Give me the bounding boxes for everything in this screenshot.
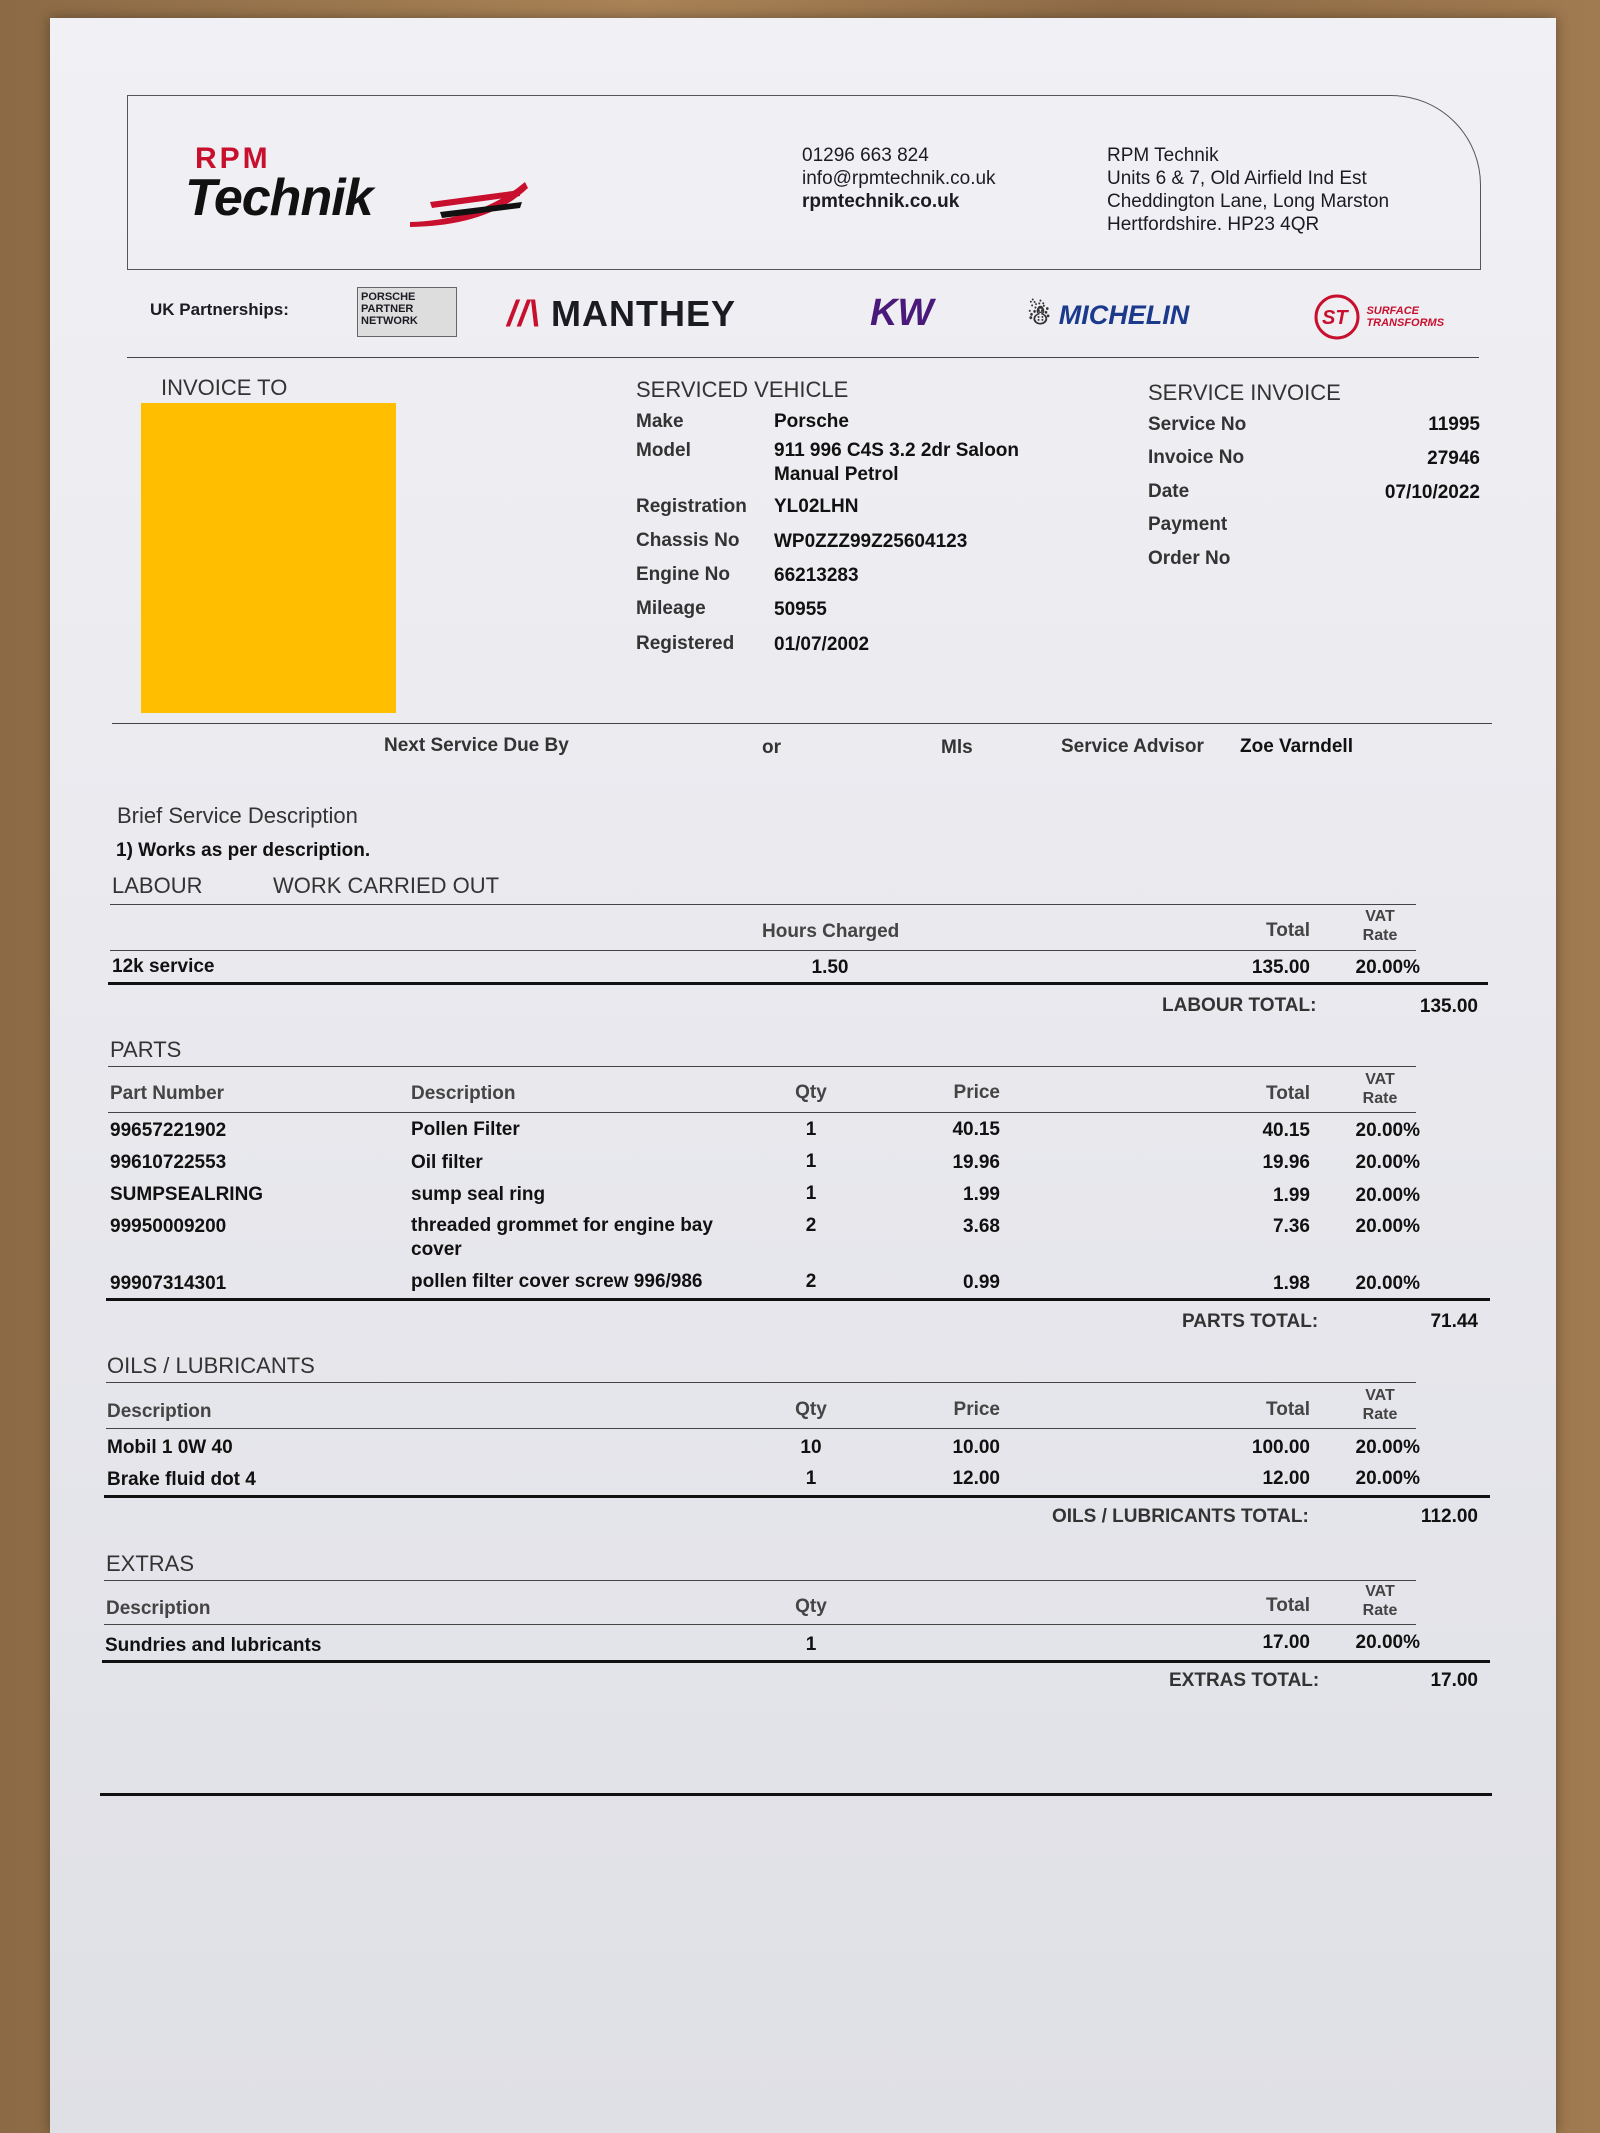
part-qty: 1	[805, 1119, 817, 1140]
part-number: 99657221902	[110, 1120, 227, 1141]
vehicle-value: WP0ZZZ99Z25604123	[774, 531, 968, 552]
porsche-logo-line: PARTNER	[361, 303, 414, 315]
vehicle-label: Model	[636, 440, 691, 461]
parts-total-value: 71.44	[1430, 1311, 1478, 1332]
labour-hours: 1.50	[811, 957, 849, 978]
table-rule	[102, 1660, 1490, 1663]
invoice-to-title: INVOICE TO	[161, 375, 288, 400]
extra-total: 17.00	[1262, 1632, 1310, 1653]
part-price: 3.68	[963, 1216, 1000, 1237]
part-qty: 1	[805, 1151, 817, 1172]
labour-total-label: LABOUR TOTAL:	[1162, 995, 1317, 1016]
description-header: Description	[107, 1401, 212, 1422]
part-qty: 2	[805, 1271, 817, 1292]
table-rule	[104, 1580, 1416, 1581]
address-block	[1107, 144, 1389, 236]
part-price: 40.15	[952, 1119, 1000, 1140]
part-price: 19.96	[952, 1152, 1000, 1173]
kw-logo: KW	[870, 292, 934, 334]
description-header: Description	[106, 1598, 211, 1619]
vat-rate-header: VAT Rate	[1362, 1583, 1398, 1619]
michelin-logo	[1027, 300, 1189, 331]
hours-header: Hours Charged	[762, 921, 900, 942]
manthey-logo	[507, 293, 736, 335]
address-line: Units 6 & 7, Old Airfield Ind Est	[1107, 168, 1367, 189]
part-desc: sump seal ring	[411, 1184, 546, 1205]
svg-text:ST: ST	[1322, 307, 1348, 329]
invoice-label: Payment	[1148, 514, 1228, 535]
bibendum-icon: ☃	[1027, 300, 1052, 330]
brief-text: 1) Works as per description.	[116, 840, 371, 861]
partnerships-label: UK Partnerships:	[150, 300, 289, 319]
total-header: Total	[1266, 1595, 1310, 1616]
address-line: RPM Technik	[1107, 145, 1219, 166]
website-text: rpmtechnik.co.uk	[802, 191, 960, 212]
part-total: 1.98	[1273, 1273, 1310, 1294]
part-vat: 20.00%	[1355, 1152, 1420, 1173]
oil-qty: 10	[800, 1437, 822, 1458]
part-number: SUMPSEALRING	[110, 1184, 264, 1205]
st-text-line: SURFACE	[1366, 305, 1420, 317]
vehicle-value: Porsche	[774, 411, 849, 432]
redacted-address-block	[141, 403, 396, 713]
invoice-value: 11995	[1428, 414, 1480, 435]
vehicle-value: Manual Petrol	[774, 464, 899, 485]
oil-price: 12.00	[952, 1468, 1000, 1489]
part-qty: 2	[805, 1215, 817, 1236]
total-header: Total	[1266, 1399, 1310, 1420]
labour-total-value: 135.00	[1419, 996, 1478, 1017]
table-rule	[104, 1624, 1416, 1625]
part-total: 40.15	[1262, 1120, 1310, 1141]
mls-label: Mls	[941, 737, 973, 758]
vehicle-label: Engine No	[636, 564, 730, 585]
labour-desc: 12k service	[112, 956, 215, 977]
surface-transforms-logo	[1312, 292, 1444, 342]
extra-qty: 1	[805, 1634, 817, 1655]
vehicle-value: 911 996 C4S 3.2 2dr Saloon	[774, 440, 1020, 461]
invoice-label: Date	[1148, 481, 1190, 502]
or-label: or	[762, 737, 781, 758]
table-rule	[106, 1382, 1416, 1383]
vehicle-value: YL02LHN	[774, 496, 859, 517]
oil-total: 100.00	[1251, 1437, 1310, 1458]
address-line: Cheddington Lane, Long Marston	[1107, 191, 1390, 212]
part-total: 7.36	[1273, 1216, 1310, 1237]
price-header: Price	[953, 1082, 1000, 1103]
oils-total-label: OILS / LUBRICANTS TOTAL:	[1052, 1506, 1309, 1527]
vat-rate-header: VAT Rate	[1362, 908, 1398, 944]
oils-total-value: 112.00	[1420, 1506, 1478, 1527]
st-text-line: TRANSFORMS	[1366, 317, 1445, 329]
service-advisor-label: Service Advisor	[1061, 736, 1204, 757]
logo-rpm-text: RPM	[195, 142, 271, 175]
total-header: Total	[1266, 920, 1310, 941]
michelin-text: MICHELIN	[1058, 300, 1190, 330]
oil-vat: 20.00%	[1355, 1468, 1420, 1489]
divider	[127, 357, 1479, 358]
table-rule	[110, 904, 1416, 905]
oil-desc: Mobil 1 0W 40	[107, 1437, 233, 1458]
brief-title: Brief Service Description	[117, 803, 358, 828]
part-desc: pollen filter cover screw 996/986	[411, 1271, 703, 1292]
table-rule	[106, 1298, 1490, 1301]
divider	[112, 723, 1492, 724]
email-text: info@rpmtechnik.co.uk	[802, 168, 996, 189]
qty-header: Qty	[795, 1399, 827, 1420]
vehicle-title: SERVICED VEHICLE	[636, 377, 849, 402]
part-total: 1.99	[1273, 1185, 1310, 1206]
total-header: Total	[1266, 1083, 1310, 1104]
labour-total: 135.00	[1251, 957, 1310, 978]
table-rule	[106, 1428, 1416, 1429]
extra-vat: 20.00%	[1355, 1632, 1420, 1653]
labour-subtitle: WORK CARRIED OUT	[273, 873, 500, 898]
phone-text: 01296 663 824	[802, 145, 929, 166]
part-desc-cont: cover	[411, 1239, 462, 1260]
next-service-label: Next Service Due By	[384, 735, 569, 756]
vehicle-label: Registered	[636, 633, 735, 654]
table-rule	[108, 982, 1488, 985]
invoice-label: Service No	[1148, 414, 1247, 435]
part-desc: threaded grommet for engine bay	[411, 1215, 713, 1236]
extras-title: EXTRAS	[106, 1551, 195, 1576]
extras-total-label: EXTRAS TOTAL:	[1169, 1670, 1320, 1691]
parts-total-label: PARTS TOTAL:	[1182, 1311, 1319, 1332]
part-desc: Oil filter	[411, 1152, 483, 1173]
part-number: 99610722553	[110, 1152, 227, 1173]
part-number: 99950009200	[110, 1216, 227, 1237]
service-invoice-title: SERVICE INVOICE	[1148, 380, 1341, 405]
part-vat: 20.00%	[1355, 1216, 1420, 1237]
extra-desc: Sundries and lubricants	[105, 1635, 322, 1656]
logo-swoosh-icon	[410, 172, 530, 232]
description-header: Description	[411, 1083, 516, 1104]
invoice-value: 07/10/2022	[1384, 482, 1480, 503]
oil-qty: 1	[805, 1468, 817, 1489]
part-vat: 20.00%	[1355, 1185, 1420, 1206]
vat-rate-header: VAT Rate	[1362, 1071, 1398, 1107]
address-line: Hertfordshire. HP23 4QR	[1107, 214, 1320, 235]
vehicle-value: 50955	[774, 599, 827, 620]
part-desc: Pollen Filter	[411, 1119, 520, 1140]
table-rule	[104, 1495, 1490, 1498]
st-circle-icon	[1312, 292, 1362, 342]
footer-rule	[100, 1793, 1492, 1796]
vehicle-label: Make	[636, 411, 684, 432]
vehicle-label: Chassis No	[636, 530, 740, 551]
part-price: 0.99	[963, 1272, 1000, 1293]
labour-title: LABOUR	[112, 873, 203, 898]
table-rule	[110, 950, 1416, 951]
service-advisor-value: Zoe Varndell	[1240, 736, 1353, 757]
part-number-header: Part Number	[110, 1083, 225, 1104]
manthey-text: MANTHEY	[551, 293, 737, 334]
oil-desc: Brake fluid dot 4	[107, 1469, 256, 1490]
vehicle-value: 66213283	[774, 565, 859, 586]
labour-vat: 20.00%	[1355, 957, 1420, 978]
oils-title: OILS / LUBRICANTS	[107, 1353, 315, 1378]
part-price: 1.99	[963, 1184, 1000, 1205]
porsche-logo-line: NETWORK	[361, 315, 418, 327]
oil-vat: 20.00%	[1355, 1437, 1420, 1458]
vehicle-value: 01/07/2002	[774, 634, 870, 655]
contact-block	[802, 144, 996, 213]
invoice-label: Order No	[1148, 548, 1231, 569]
table-rule	[108, 1112, 1416, 1113]
porsche-partner-logo	[357, 287, 457, 337]
vehicle-label: Registration	[636, 496, 747, 517]
part-number: 99907314301	[110, 1273, 227, 1294]
porsche-logo-line: PORSCHE	[361, 291, 416, 303]
part-vat: 20.00%	[1355, 1120, 1420, 1141]
vehicle-label: Mileage	[636, 598, 706, 619]
logo-technik-text: Technik	[185, 169, 373, 227]
manthey-mark-icon: //\	[507, 293, 552, 334]
qty-header: Qty	[795, 1082, 827, 1103]
part-qty: 1	[805, 1183, 817, 1204]
vat-rate-header: VAT Rate	[1362, 1387, 1398, 1423]
invoice-label: Invoice No	[1148, 447, 1245, 468]
part-total: 19.96	[1262, 1152, 1310, 1173]
invoice-value: 27946	[1427, 448, 1480, 469]
parts-title: PARTS	[110, 1037, 182, 1062]
price-header: Price	[953, 1399, 1000, 1420]
part-vat: 20.00%	[1355, 1273, 1420, 1294]
oil-total: 12.00	[1262, 1468, 1310, 1489]
table-rule	[108, 1066, 1416, 1067]
extras-total-value: 17.00	[1430, 1670, 1478, 1691]
qty-header: Qty	[795, 1596, 827, 1617]
oil-price: 10.00	[952, 1437, 1000, 1458]
